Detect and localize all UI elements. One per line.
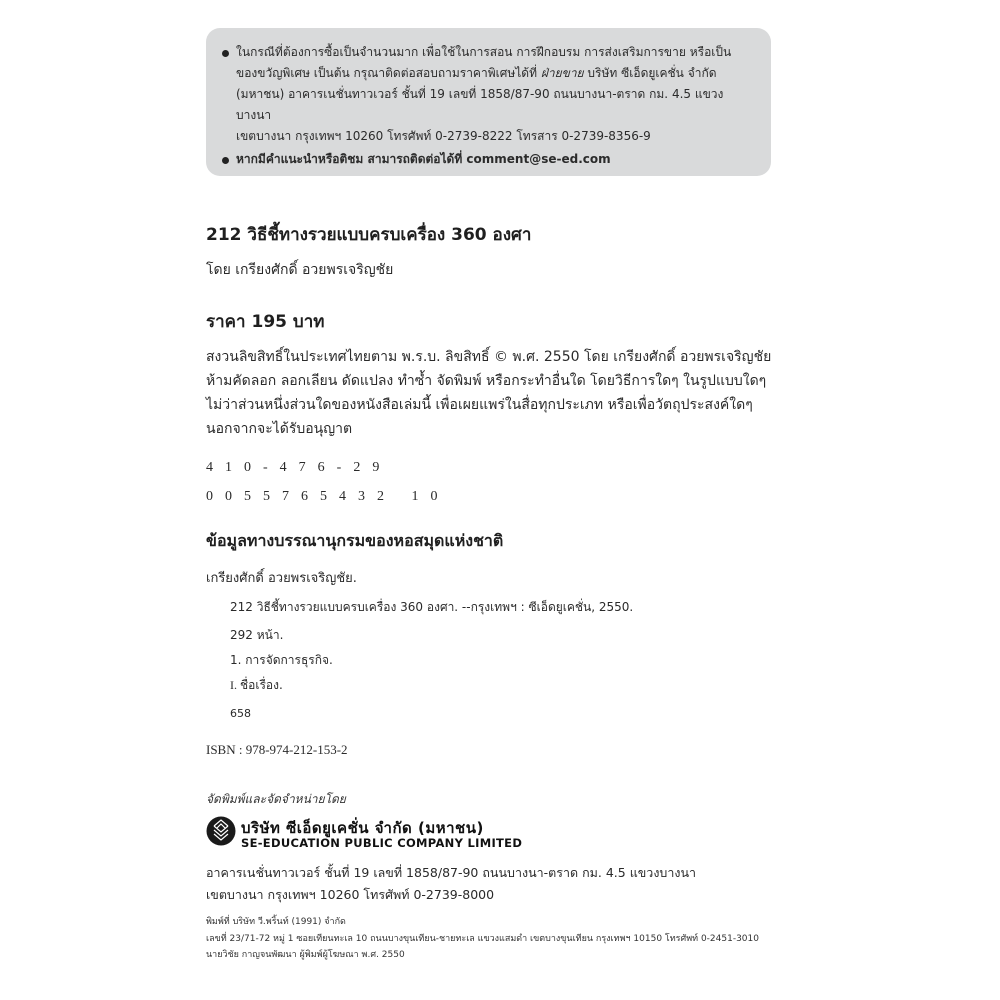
notice-item-feedback: หากมีคำแนะนำหรือติชม สามารถติดต่อได้ที่ comment@se-ed.com: [222, 149, 753, 170]
notice-item-bulk-order: [222, 42, 753, 147]
copyright-notice: [206, 345, 806, 441]
notice-line: เขตบางนา กรุงเทพฯ 10260 โทรศัพท์ 0-2739-8222 โทรสาร 0-2739-8356-9: [236, 129, 651, 143]
cip-title: 212 วิธีชี้ทางรวยแบบครบเครื่อง 360 องศา. --กรุงเทพฯ : ซีเอ็ดยูเคชั่น, 2550.: [230, 600, 634, 614]
cip-subject-2-number: I.: [230, 678, 237, 692]
copyright-line: ไม่ว่าส่วนหนึ่งส่วนใดของหนังสือเล่มนี้ เพื่อเผยแพร่ในสื่อทุกประเภท หรือเพื่อวัตถุประสงค์ใดๆ: [206, 397, 753, 413]
notice-line: [236, 63, 753, 84]
copyright-line: นอกจากจะได้รับอนุญาต: [206, 421, 353, 437]
address-line: อาคารเนชั่นทาวเวอร์ ชั้นที่ 19 เลขที่ 1858/87-90 ถนนบางนา-ตราด กม. 4.5 แขวงบางนา: [206, 865, 697, 880]
cip-class-number: 658: [230, 707, 251, 720]
printer-line: นายวิชัย กาญจนพัฒนา ผู้พิมพ์ผู้โฆษณา พ.ศ. 2550: [206, 950, 405, 960]
book-author: โดย เกรียงศักดิ์ อวยพรเจริญชัย: [206, 262, 394, 278]
copyright-line: ห้ามคัดลอก ลอกเลียน ดัดแปลง ทำซ้ำ จัดพิมพ์ หรือกระทำอื่นใด โดยวิธีการใดๆ ในรูปแบบใดๆ: [206, 373, 767, 389]
notice-line: ในกรณีที่ต้องการซื้อเป็นจำนวนมาก เพื่อใช้ในการสอน การฝึกอบรม การส่งเสริมการขาย หรือเป็น: [236, 45, 732, 59]
book-title: 212 วิธีชี้ทางรวยแบบครบเครื่อง 360 องศา: [206, 225, 532, 245]
isbn: ISBN : 978-974-212-153-2: [206, 742, 348, 757]
cip-heading: ข้อมูลทางบรรณานุกรมของหอสมุดแห่งชาติ: [206, 531, 504, 550]
copyright-line: สงวนลิขสิทธิ์ในประเทศไทยตาม พ.ร.บ. ลิขสิทธิ์ © พ.ศ. 2550 โดย เกรียงศักดิ์ อวยพรเจริญชัย: [206, 349, 772, 365]
printer-line: พิมพ์ที่ บริษัท วี.พริ้นท์ (1991) จำกัด: [206, 917, 346, 927]
cip-pages: 292 หน้า.: [230, 628, 284, 642]
print-code-line-2: 0055765432 10: [206, 489, 450, 504]
se-ed-logo-icon: [206, 816, 236, 846]
cip-subject-2-text: ชื่อเรื่อง.: [240, 678, 283, 692]
publisher-name-thai: บริษัท ซีเอ็ดยูเคชั่น จำกัด (มหาชน): [241, 819, 484, 837]
print-code-line-1: 410-476-29: [206, 460, 392, 475]
notice-text: ของขวัญพิเศษ เป็นต้น กรุณาติดต่อสอบถามราคาพิเศษได้ที่: [236, 66, 537, 80]
cip-subject-2: [230, 676, 283, 695]
cip-subject-1: 1. การจัดการธุรกิจ.: [230, 653, 333, 667]
book-price: ราคา 195 บาท: [206, 312, 325, 332]
publisher-name-english: SE-EDUCATION PUBLIC COMPANY LIMITED: [241, 836, 523, 850]
notice-line: (มหาชน) อาคารเนชั่นทาวเวอร์ ชั้นที่ 19 เลขที่ 1858/87-90 ถนนบางนา-ตราด กม. 4.5 แขวงบางนา: [236, 87, 724, 122]
sales-dept-label: ฝ่ายขาย: [540, 66, 584, 80]
cip-author: เกรียงศักดิ์ อวยพรเจริญชัย.: [206, 571, 357, 586]
address-line: เขตบางนา กรุงเทพฯ 10260 โทรศัพท์ 0-2739-8000: [206, 887, 495, 902]
printer-info: [206, 914, 759, 964]
distribution-label: จัดพิมพ์และจัดจำหน่ายโดย: [206, 792, 346, 806]
printer-line: เลขที่ 23/71-72 หมู่ 1 ซอยเทียนทะเล 10 ถนนบางขุนเทียน-ชายทะเล แขวงแสมดำ เขตบางขุนเทียน กรุงเทพฯ 10150 โทรศัพท์ 0-2451-3010: [206, 933, 759, 944]
bulk-order-notice: [206, 28, 771, 176]
publisher-address: [206, 862, 696, 906]
notice-company: บริษัท ซีเอ็ดยูเคชั่น จำกัด: [587, 66, 717, 80]
